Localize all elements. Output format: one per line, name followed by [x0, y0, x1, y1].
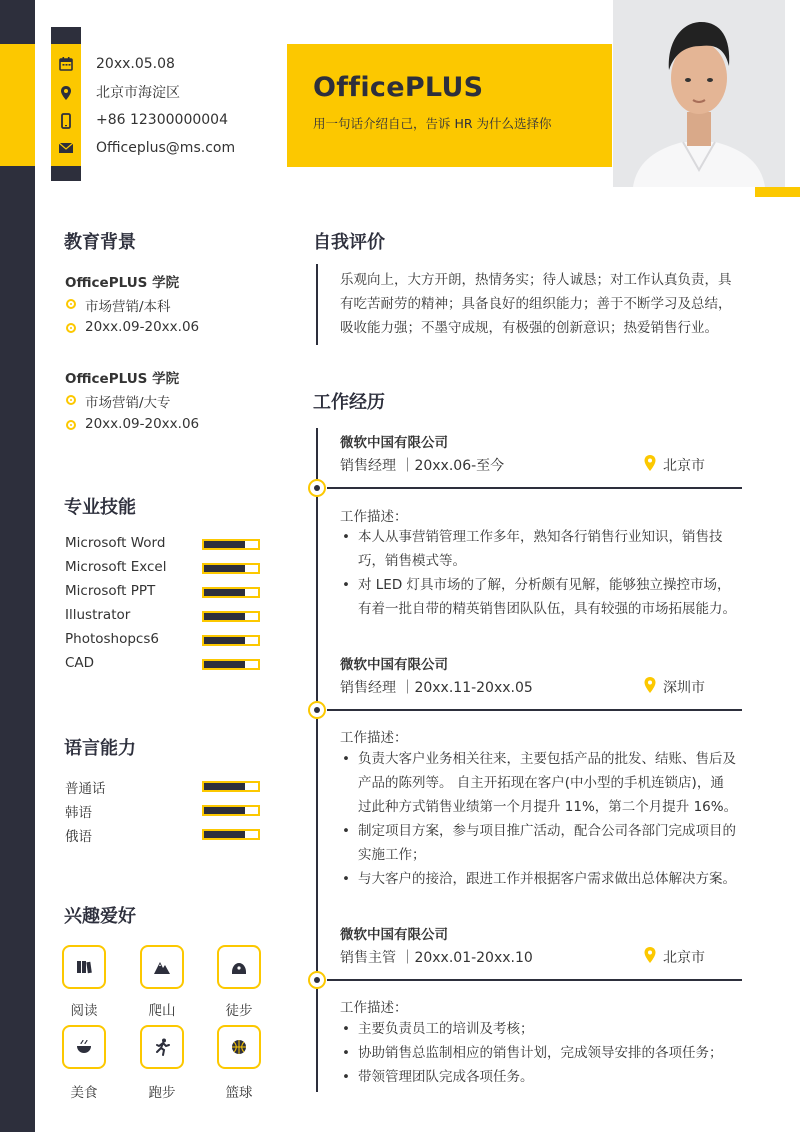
- list-item: • 协助销售总监制相应的销售计划，完成领导安排的各项任务；: [340, 1041, 750, 1065]
- profile-photo: [613, 0, 785, 187]
- list-item: • 本人从事营销管理工作多年，熟知各行销售行业知识，销售技 巧，销售模式等。: [340, 525, 750, 573]
- name-banner: [287, 44, 612, 167]
- hiking-icon: [217, 945, 261, 989]
- skill-name: Microsoft Word: [65, 535, 166, 551]
- languages-title: 语言能力: [64, 738, 136, 759]
- education-school-2: OfficePLUS 学院: [65, 371, 180, 387]
- running-icon: [140, 1025, 184, 1069]
- list-item: • 与大客户的接洽，跟进工作并根据客户需求做出总体解决方案。: [340, 867, 750, 891]
- skills-title: 专业技能: [64, 497, 136, 518]
- skill-name: Microsoft PPT: [65, 583, 156, 599]
- contact-location: 北京市海淀区: [96, 85, 180, 101]
- portrait-illustration: [613, 0, 785, 187]
- self-eval-rule: [316, 264, 318, 345]
- hobbies-title: 兴趣爱好: [64, 906, 136, 927]
- job-desc-label: 工作描述：: [340, 730, 408, 746]
- bullet-icon: [66, 299, 76, 309]
- contact-date: 20xx.05.08: [96, 56, 175, 72]
- language-level-bar: [202, 829, 260, 840]
- skill-level-bar: [202, 539, 260, 550]
- self-eval-title: 自我评价: [313, 232, 385, 253]
- skill-level-bar: [202, 563, 260, 574]
- education-school-1: OfficePLUS 学院: [65, 275, 180, 291]
- hobby-label: 篮球: [225, 1085, 253, 1101]
- photo-accent-bar: [755, 187, 800, 197]
- skill-name: Illustrator: [65, 607, 131, 623]
- job-role-period: 销售主管 ｜20xx.01-20xx.10: [340, 950, 533, 966]
- job-desc-label: 工作描述：: [340, 1000, 408, 1016]
- skill-level-bar: [202, 659, 260, 670]
- self-eval-text: 乐观向上，大方开朗，热情务实；待人诚恳；对工作认真负责，具 有吃苦耐劳的精神；具备良好的组织能力；善于不断学习及总结， 吸收能力强；不墨守成规，有极强的创新意识；热爱销售行业。: [340, 272, 732, 336]
- phone-icon: [58, 113, 74, 129]
- left-yellow-accent: [0, 44, 35, 166]
- hobby-label: 爬山: [148, 1003, 176, 1019]
- skill-name: CAD: [65, 655, 95, 671]
- calendar-icon: [58, 56, 74, 72]
- list-item: • 对 LED 灯具市场的了解，分析颇有见解，能够独立操控市场， 有着一批自带的精英销售团队队伍，具有较强的市场拓展能力。: [340, 573, 750, 621]
- job-desc-label: 工作描述：: [340, 509, 408, 525]
- location-pin-icon: [58, 85, 74, 101]
- hobby-label: 阅读: [70, 1003, 98, 1019]
- education-major-2: 市场营销/大专: [85, 395, 171, 411]
- job-bullets: [340, 1017, 750, 1089]
- education-title: 教育背景: [64, 232, 136, 253]
- list-item: • 负责大客户业务相关往来，主要包括产品的批发、结账、售后及 产品的陈列等。 自主开拓现在客户(中小型的手机连锁店)，通 过此种方式销售业绩第一个月提升 11%，第二个月提升 16%。: [340, 747, 750, 819]
- job-city: 深圳市: [663, 680, 705, 696]
- job-city: 北京市: [663, 458, 705, 474]
- contact-email[interactable]: Officeplus@ms.com: [96, 140, 236, 156]
- book-icon: [62, 945, 106, 989]
- job-company: 微软中国有限公司: [340, 657, 448, 673]
- location-pin-icon: [643, 677, 657, 693]
- skill-name: Photoshopcs6: [65, 631, 159, 647]
- language-name: 韩语: [65, 805, 92, 821]
- job-company: 微软中国有限公司: [340, 927, 448, 943]
- language-name: 俄语: [65, 829, 92, 845]
- language-level-bar: [202, 781, 260, 792]
- skill-name: Microsoft Excel: [65, 559, 167, 575]
- list-item: • 主要负责员工的培训及考核；: [340, 1017, 750, 1041]
- person-name: OfficePLUS: [313, 72, 484, 103]
- mountain-icon: [140, 945, 184, 989]
- left-dark-bar: [0, 0, 35, 1132]
- email-icon: [58, 140, 74, 156]
- tagline: 用一句话介绍自己，告诉 HR 为什么选择你: [313, 116, 552, 131]
- timeline-dot: [308, 479, 326, 497]
- job-company: 微软中国有限公司: [340, 435, 448, 451]
- timeline-line: [316, 428, 318, 1092]
- bullet-icon: [66, 420, 76, 430]
- education-major-1: 市场营销/本科: [85, 299, 171, 315]
- hobby-label: 徒步: [225, 1003, 253, 1019]
- language-name: 普通话: [65, 781, 106, 797]
- list-item: • 带领管理团队完成各项任务。: [340, 1065, 750, 1089]
- timeline-dot: [308, 701, 326, 719]
- skill-level-bar: [202, 587, 260, 598]
- hobby-label: 跑步: [148, 1085, 176, 1101]
- list-item: • 制定项目方案，参与项目推广活动，配合公司各部门完成项目的 实施工作；: [340, 819, 750, 867]
- basketball-icon: [217, 1025, 261, 1069]
- job-role-period: 销售经理 ｜20xx.06-至今: [340, 458, 505, 474]
- job-divider: [327, 709, 742, 711]
- work-title: 工作经历: [313, 392, 385, 413]
- skill-level-bar: [202, 611, 260, 622]
- education-period-1: 20xx.09-20xx.06: [85, 319, 200, 335]
- job-bullets: [340, 747, 750, 891]
- job-city: 北京市: [663, 950, 705, 966]
- job-divider: [327, 487, 742, 489]
- food-icon: [62, 1025, 106, 1069]
- bullet-icon: [66, 323, 76, 333]
- job-bullets: [340, 525, 750, 621]
- timeline-dot: [308, 971, 326, 989]
- job-role-period: 销售经理 ｜20xx.11-20xx.05: [340, 680, 533, 696]
- location-pin-icon: [643, 947, 657, 963]
- hobby-label: 美食: [70, 1085, 98, 1101]
- location-pin-icon: [643, 455, 657, 471]
- job-divider: [327, 979, 742, 981]
- contact-phone: +86 12300000004: [96, 112, 228, 128]
- skill-level-bar: [202, 635, 260, 646]
- bullet-icon: [66, 395, 76, 405]
- education-period-2: 20xx.09-20xx.06: [85, 416, 200, 432]
- language-level-bar: [202, 805, 260, 816]
